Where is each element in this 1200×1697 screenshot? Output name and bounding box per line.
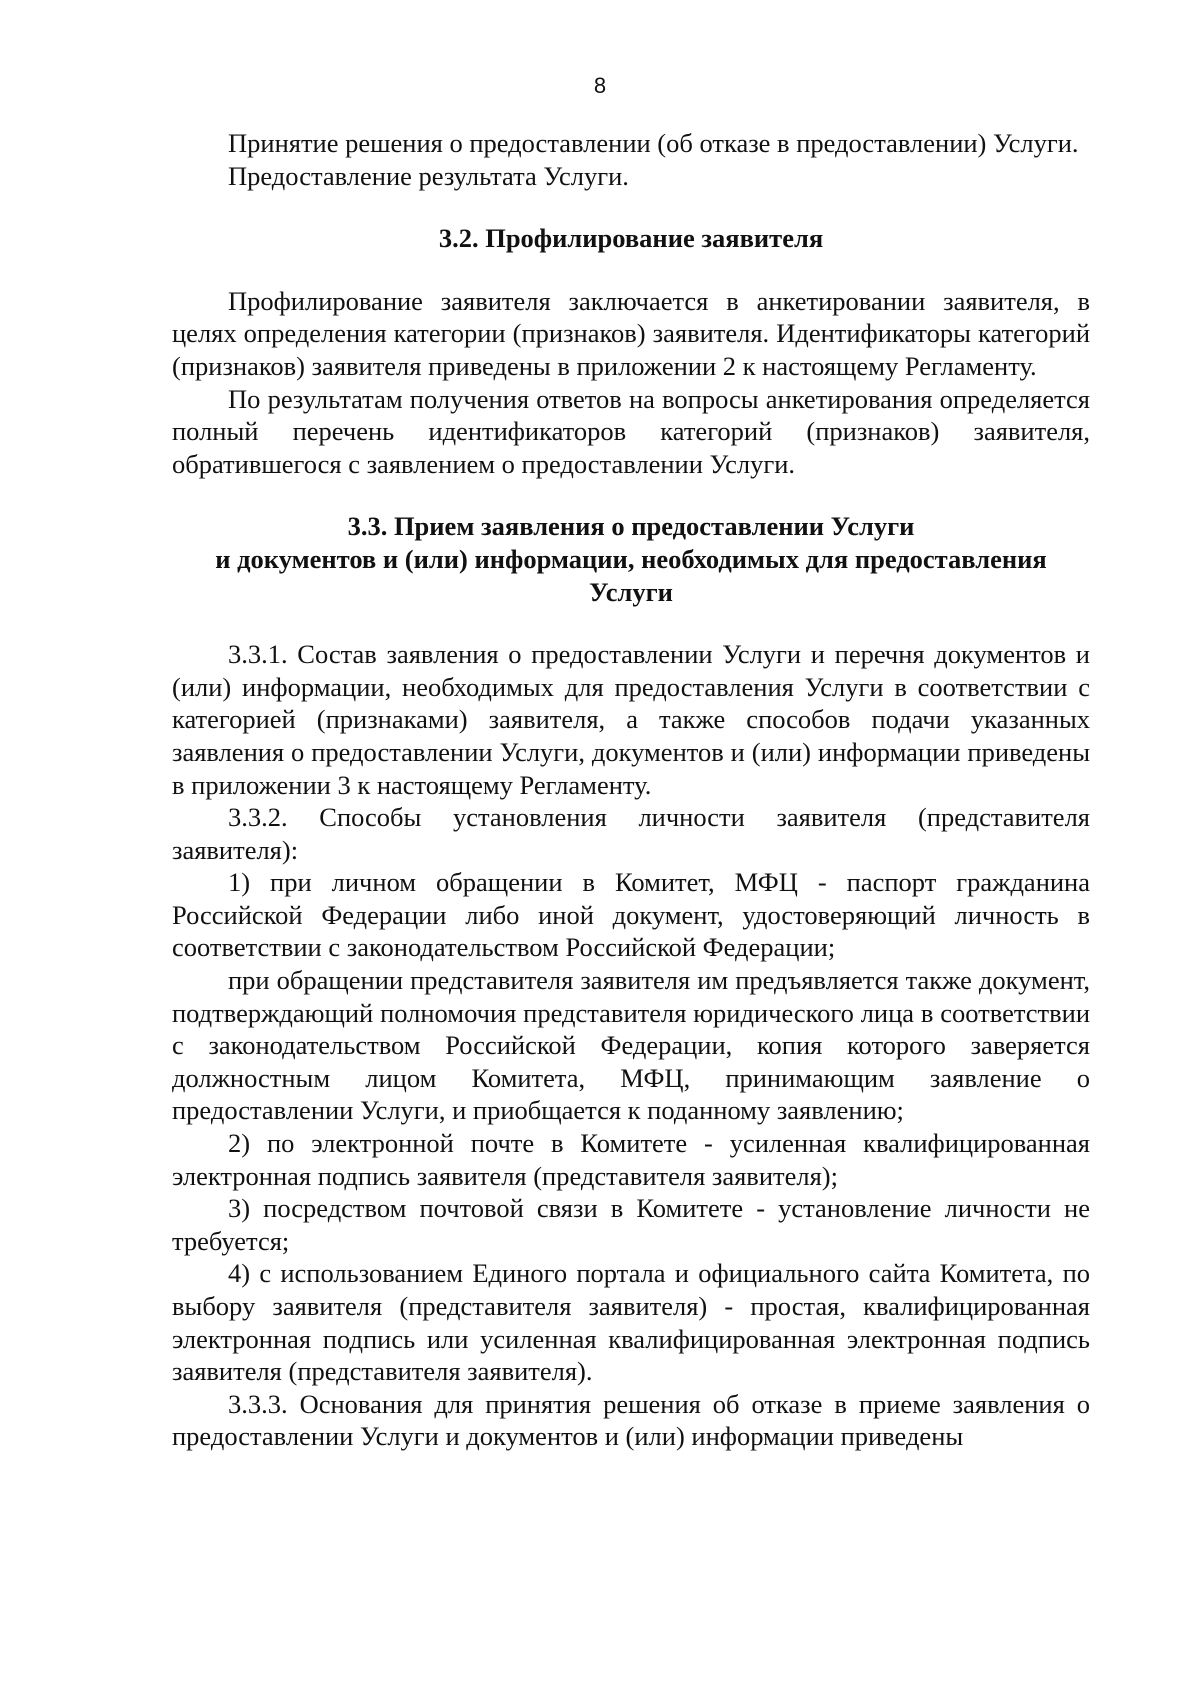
paragraph: 3.3.3. Основания для принятия решения об отказе в приеме заявления о предоставлении Услуги и документов и (или) информации приведены bbox=[172, 1388, 1090, 1452]
section-heading-line: Услуги bbox=[589, 576, 673, 607]
paragraph: 3) посредством почтовой связи в Комитете - установление личности не требуется; bbox=[172, 1193, 1090, 1256]
section-heading: 3.2. Профилирование заявителя bbox=[438, 223, 824, 254]
paragraph: 2) по электронной почте в Комитете - усиленная квалифицированная электронная подпись заявителя (представителя заявителя); bbox=[172, 1128, 1090, 1191]
paragraph: 4) с использованием Единого портала и официального сайта Комитета, по выбору заявителя (представителя заявителя) - простая, квалифицированная электронная подпись или усиленная квалифицированная электронная подпись заявителя (представителя заявителя). bbox=[172, 1258, 1090, 1387]
paragraph: 3.3.1. Состав заявления о предоставлении Услуги и перечня документов и (или) информации, необходимых для предоставления Услуги в соответствии с категорией (признаками) заявителя, а также способов подачи указанных заявления о предоставлении Услуги, документов и (или) информации приведены в приложении 3 к настоящему Регламенту. bbox=[172, 639, 1090, 800]
paragraph: По результатам получения ответов на вопросы анкетирования определяется полный перечень идентификаторов категорий (признаков) заявителя, обратившегося с заявлением о предоставлении Услуги. bbox=[172, 383, 1090, 479]
paragraph: Предоставление результата Услуги. bbox=[228, 160, 629, 191]
section-heading bbox=[172, 510, 1090, 608]
paragraph: Принятие решения о предоставлении (об отказе в предоставлении) Услуги. bbox=[228, 128, 1079, 158]
paragraph: при обращении представителя заявителя им предъявляется также документ, подтверждающий полномочия представителя юридического лица в соответствии с законодательством Российской Федерации, копия которого заверяется должностным лицом Комитета, МФЦ, принимающим заявление о предоставлении Услуги, и приобщается к поданному заявлению; bbox=[172, 965, 1090, 1126]
page-number: 8 bbox=[593, 73, 607, 98]
paragraph: Профилирование заявителя заключается в анкетировании заявителя, в целях определения категории (признаков) заявителя. Идентификаторы категорий (признаков) заявителя приведены в приложении 2 к настоящему Регламенту. bbox=[172, 285, 1090, 381]
paragraph: 3.3.2. Способы установления личности заявителя (представителя заявителя): bbox=[172, 802, 1090, 865]
section-heading-line: 3.3. Прием заявления о предоставлении Услуги bbox=[347, 511, 915, 542]
document-body bbox=[172, 127, 1090, 1453]
paragraph: 1) при личном обращении в Комитет, МФЦ - паспорт гражданина Российской Федерации либо иной документ, удостоверяющий личность в соответствии с законодательством Российской Федерации; bbox=[172, 867, 1090, 963]
section-heading-line: и документов и (или) информации, необходимых для предоставления bbox=[215, 543, 1047, 574]
